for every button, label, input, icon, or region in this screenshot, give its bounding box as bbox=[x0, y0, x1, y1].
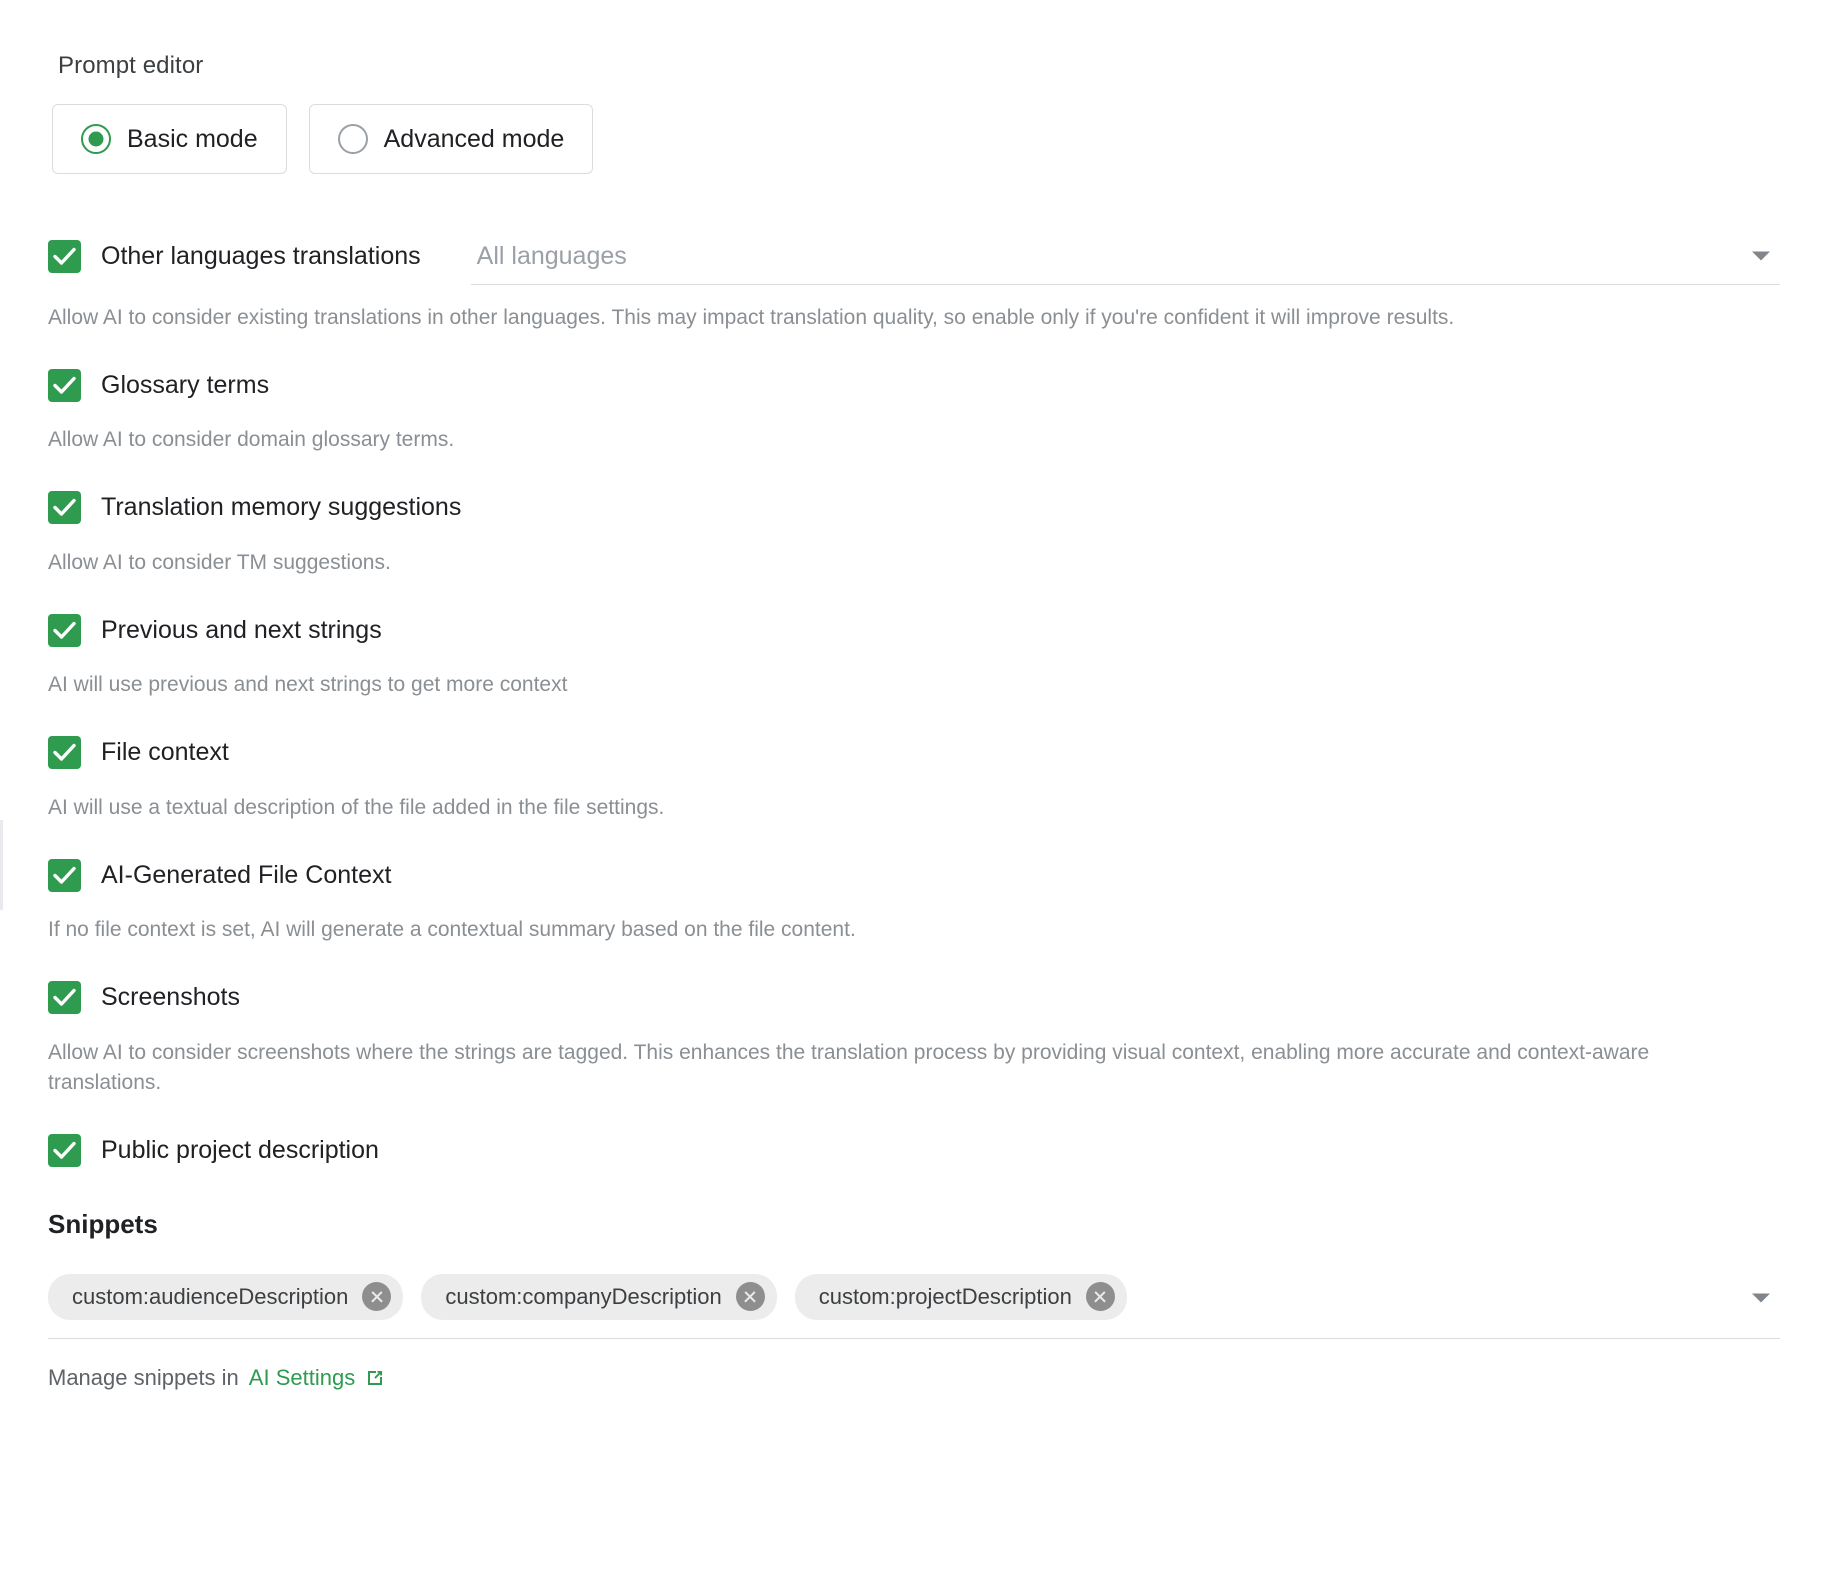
checkbox-previous-and-next-strings[interactable] bbox=[48, 614, 81, 647]
manage-snippets-text: Manage snippets in bbox=[48, 1364, 239, 1390]
snippet-chip[interactable] bbox=[48, 1274, 403, 1320]
option-glossary-terms-label: Glossary terms bbox=[101, 370, 270, 399]
close-icon[interactable] bbox=[1086, 1282, 1115, 1311]
prompt-mode-toggle-group bbox=[52, 104, 1780, 174]
close-icon[interactable] bbox=[736, 1282, 765, 1311]
option-screenshots bbox=[48, 976, 1780, 1099]
checkbox-ai-generated-file-context[interactable] bbox=[48, 859, 81, 892]
mode-option-advanced[interactable] bbox=[309, 104, 594, 174]
option-ai-generated-file-context-label: AI-Generated File Context bbox=[101, 860, 392, 889]
left-edge-artifact bbox=[0, 820, 3, 910]
option-other-languages-translations bbox=[48, 228, 1780, 333]
snippets-chips-field[interactable] bbox=[48, 1258, 1780, 1339]
snippet-chip-label: custom:projectDescription bbox=[818, 1283, 1072, 1309]
option-ai-generated-file-context-description: If no file context is set, AI will generate a contextual summary based on the file content. bbox=[48, 918, 856, 942]
option-public-project-description bbox=[48, 1129, 1780, 1173]
options-list bbox=[48, 228, 1780, 1173]
option-translation-memory-suggestions bbox=[48, 486, 1780, 578]
option-other-languages-translations-label: Other languages translations bbox=[101, 242, 421, 270]
radio-advanced-icon[interactable] bbox=[338, 124, 368, 154]
option-translation-memory-suggestions-label: Translation memory suggestions bbox=[101, 493, 462, 522]
option-glossary-terms bbox=[48, 363, 1780, 455]
option-previous-and-next-strings bbox=[48, 608, 1780, 700]
manage-snippets-row bbox=[48, 1365, 1780, 1391]
languages-select[interactable] bbox=[471, 228, 1780, 285]
snippet-chip-label: custom:audienceDescription bbox=[72, 1283, 349, 1309]
snippets-heading: Snippets bbox=[48, 1208, 158, 1239]
external-link-icon[interactable] bbox=[365, 1368, 385, 1388]
option-translation-memory-suggestions-description: Allow AI to consider TM suggestions. bbox=[48, 550, 391, 574]
checkbox-translation-memory-suggestions[interactable] bbox=[48, 491, 81, 524]
snippet-chip-label: custom:companyDescription bbox=[445, 1283, 722, 1309]
snippet-chip[interactable] bbox=[795, 1274, 1127, 1320]
mode-option-basic[interactable] bbox=[52, 104, 287, 174]
checkbox-public-project-description[interactable] bbox=[48, 1134, 81, 1167]
close-icon[interactable] bbox=[362, 1282, 391, 1311]
chevron-down-icon[interactable] bbox=[1752, 252, 1770, 261]
option-glossary-terms-description: Allow AI to consider domain glossary terms. bbox=[48, 428, 455, 452]
radio-basic-icon[interactable] bbox=[81, 124, 111, 154]
checkbox-screenshots[interactable] bbox=[48, 981, 81, 1014]
option-file-context bbox=[48, 731, 1780, 823]
ai-settings-link[interactable]: AI Settings bbox=[248, 1364, 356, 1390]
option-previous-and-next-strings-description: AI will use previous and next strings to get more context bbox=[48, 673, 568, 697]
mode-option-advanced-label: Advanced mode bbox=[383, 124, 565, 153]
chevron-down-icon[interactable] bbox=[1752, 1293, 1770, 1302]
option-file-context-label: File context bbox=[101, 738, 229, 767]
option-file-context-description: AI will use a textual description of the file added in the file settings. bbox=[48, 795, 665, 819]
page-title: Prompt editor bbox=[58, 52, 204, 79]
option-previous-and-next-strings-label: Previous and next strings bbox=[101, 615, 382, 644]
option-ai-generated-file-context bbox=[48, 853, 1780, 945]
languages-select-value: All languages bbox=[476, 241, 627, 270]
checkbox-glossary-terms[interactable] bbox=[48, 369, 81, 402]
option-public-project-description-label: Public project description bbox=[101, 1136, 379, 1164]
option-screenshots-label: Screenshots bbox=[101, 983, 240, 1012]
mode-option-basic-label: Basic mode bbox=[127, 124, 258, 153]
option-screenshots-description: Allow AI to consider screenshots where the strings are tagged. This enhances the translation process by providing visual context, enabling more accurate and context-aware translations. bbox=[48, 1040, 1650, 1095]
option-other-languages-translations-description: Allow AI to consider existing translations in other languages. This may impact translation quality, so enable only if you're confident it will improve results. bbox=[48, 306, 1455, 329]
checkbox-file-context[interactable] bbox=[48, 736, 81, 769]
snippet-chip[interactable] bbox=[421, 1274, 776, 1320]
checkbox-other-languages-translations[interactable] bbox=[48, 240, 81, 273]
